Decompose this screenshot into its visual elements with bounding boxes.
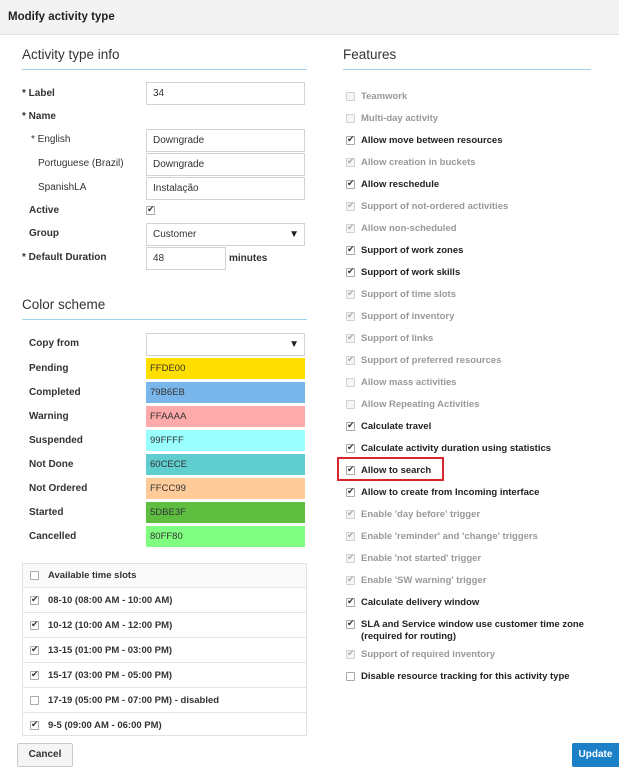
- feature-label: Calculate activity duration using statistics: [361, 443, 552, 454]
- label-field-label: * Label: [22, 88, 55, 99]
- label-input[interactable]: 34: [146, 82, 305, 105]
- time-slot-row: [23, 638, 306, 663]
- time-slot-checkbox[interactable]: [30, 696, 39, 705]
- group-label: Group: [29, 228, 59, 239]
- english-label: * English: [31, 134, 71, 145]
- feature-label: SLA and Service window use customer time zone: [361, 619, 584, 630]
- feature-checkbox[interactable]: [346, 114, 355, 123]
- feature-checkbox[interactable]: [346, 378, 355, 387]
- color-swatch-input[interactable]: 80FF80: [146, 526, 305, 547]
- group-select-value: Customer: [153, 229, 197, 240]
- feature-checkbox[interactable]: [346, 532, 355, 541]
- dialog-title: Modify activity type: [8, 11, 115, 23]
- time-slot-row: [23, 663, 306, 688]
- color-swatch-input[interactable]: FFAAAA: [146, 406, 305, 427]
- feature-checkbox[interactable]: [346, 290, 355, 299]
- feature-checkbox[interactable]: [346, 650, 355, 659]
- time-slot-label: 9-5 (09:00 AM - 06:00 PM): [48, 720, 162, 731]
- feature-checkbox[interactable]: [346, 202, 355, 211]
- english-name-input[interactable]: Downgrade: [146, 129, 305, 152]
- time-slot-row: [23, 588, 306, 613]
- color-swatch-input[interactable]: FFDE00: [146, 358, 305, 379]
- time-slots-header: [23, 564, 306, 588]
- feature-label: Teamwork: [361, 91, 408, 102]
- default-duration-input[interactable]: 48: [146, 247, 226, 270]
- features-heading: Features: [343, 47, 397, 62]
- feature-checkbox[interactable]: [346, 576, 355, 585]
- portuguese-name-input[interactable]: Downgrade: [146, 153, 305, 176]
- feature-label: Enable 'SW warning' trigger: [361, 575, 487, 586]
- feature-label: Support of required inventory: [361, 649, 496, 660]
- feature-label: Allow non-scheduled: [361, 223, 457, 234]
- color-scheme-heading: Color scheme: [22, 297, 106, 312]
- time-slot-checkbox[interactable]: [30, 721, 39, 730]
- feature-label: Allow Repeating Activities: [361, 399, 480, 410]
- feature-label-note: (required for routing): [361, 631, 456, 642]
- time-slot-label: 17-19 (05:00 PM - 07:00 PM) - disabled: [48, 695, 220, 706]
- feature-label: Support of preferred resources: [361, 355, 502, 366]
- feature-checkbox[interactable]: [346, 246, 355, 255]
- feature-checkbox[interactable]: [346, 312, 355, 321]
- feature-checkbox[interactable]: [346, 224, 355, 233]
- feature-label: Calculate travel: [361, 421, 432, 432]
- feature-checkbox[interactable]: [346, 510, 355, 519]
- allow-to-search-highlight: [337, 457, 444, 481]
- name-field-label: * Name: [22, 111, 56, 122]
- feature-label: Allow mass activities: [361, 377, 457, 388]
- feature-label: Support of links: [361, 333, 434, 344]
- active-label: Active: [29, 205, 60, 216]
- spanish-label: SpanishLA: [38, 182, 87, 193]
- chevron-down-icon: ▼: [289, 229, 299, 240]
- feature-label: Allow move between resources: [361, 135, 503, 146]
- color-label: Pending: [29, 363, 69, 374]
- feature-checkbox[interactable]: [346, 268, 355, 277]
- time-slot-row: [23, 688, 306, 713]
- color-swatch-input[interactable]: 60CECE: [146, 454, 305, 475]
- feature-checkbox[interactable]: [346, 92, 355, 101]
- duration-unit-label: minutes: [229, 253, 268, 264]
- feature-label: Allow reschedule: [361, 179, 440, 190]
- color-label: Cancelled: [29, 531, 77, 542]
- color-label: Completed: [29, 387, 81, 398]
- copy-from-label: Copy from: [29, 338, 79, 349]
- group-select[interactable]: [146, 223, 305, 246]
- color-swatch-input[interactable]: 5DBE3F: [146, 502, 305, 523]
- time-slot-label: 10-12 (10:00 AM - 12:00 PM): [48, 620, 173, 631]
- update-button[interactable]: Update: [572, 743, 619, 767]
- feature-checkbox[interactable]: [346, 158, 355, 167]
- feature-checkbox[interactable]: [346, 400, 355, 409]
- activity-info-divider: [22, 69, 307, 70]
- feature-label: Allow to search: [361, 465, 432, 476]
- color-label: Warning: [29, 411, 69, 422]
- color-swatch-input[interactable]: FFCC99: [146, 478, 305, 499]
- feature-checkbox[interactable]: [346, 620, 355, 629]
- cancel-button[interactable]: Cancel: [17, 743, 73, 767]
- portuguese-label: Portuguese (Brazil): [38, 158, 124, 169]
- feature-checkbox[interactable]: [346, 136, 355, 145]
- time-slot-checkbox[interactable]: [30, 596, 39, 605]
- chevron-down-icon: ▼: [289, 339, 299, 350]
- color-label: Started: [29, 507, 64, 518]
- feature-label: Enable 'not started' trigger: [361, 553, 482, 564]
- feature-label: Allow to create from Incoming interface: [361, 487, 540, 498]
- feature-checkbox[interactable]: [346, 334, 355, 343]
- time-slot-label: 15-17 (03:00 PM - 05:00 PM): [48, 670, 173, 681]
- feature-label: Support of inventory: [361, 311, 455, 322]
- feature-checkbox[interactable]: [346, 180, 355, 189]
- feature-label: Support of time slots: [361, 289, 456, 300]
- color-label: Not Done: [29, 459, 74, 470]
- feature-label: Calculate delivery window: [361, 597, 480, 608]
- copy-from-select[interactable]: [146, 333, 305, 356]
- feature-checkbox[interactable]: [346, 444, 355, 453]
- feature-checkbox[interactable]: [346, 672, 355, 681]
- feature-checkbox[interactable]: [346, 598, 355, 607]
- time-slot-checkbox[interactable]: [30, 671, 39, 680]
- feature-checkbox[interactable]: [346, 488, 355, 497]
- feature-label: Enable 'day before' trigger: [361, 509, 481, 520]
- time-slot-row: [23, 713, 306, 736]
- features-divider: [343, 69, 591, 70]
- time-slot-row: [23, 613, 306, 638]
- color-label: Suspended: [29, 435, 83, 446]
- feature-checkbox[interactable]: [346, 356, 355, 365]
- time-slot-checkbox[interactable]: [30, 621, 39, 630]
- time-slot-checkbox[interactable]: [30, 646, 39, 655]
- feature-checkbox[interactable]: [346, 554, 355, 563]
- feature-label: Support of work zones: [361, 245, 464, 256]
- color-label: Not Ordered: [29, 483, 88, 494]
- color-swatch-input[interactable]: 99FFFF: [146, 430, 305, 451]
- time-slot-label: 08-10 (08:00 AM - 10:00 AM): [48, 595, 173, 606]
- activity-info-heading: Activity type info: [22, 47, 120, 62]
- dialog-titlebar: [0, 0, 619, 35]
- select-all-slots-checkbox[interactable]: [30, 571, 39, 580]
- default-duration-label: * Default Duration: [22, 252, 107, 263]
- active-checkbox[interactable]: [146, 206, 155, 215]
- feature-label: Multi-day activity: [361, 113, 439, 124]
- color-scheme-divider: [22, 319, 307, 320]
- feature-label: Allow creation in buckets: [361, 157, 476, 168]
- time-slots-header-label: Available time slots: [48, 570, 137, 581]
- color-swatch-input[interactable]: 79B6EB: [146, 382, 305, 403]
- feature-label: Disable resource tracking for this activity type: [361, 671, 570, 682]
- spanish-name-input[interactable]: Instalação: [146, 177, 305, 200]
- time-slots-table: [22, 563, 307, 736]
- feature-checkbox[interactable]: [346, 422, 355, 431]
- time-slot-label: 13-15 (01:00 PM - 03:00 PM): [48, 645, 173, 656]
- feature-label: Support of not-ordered activities: [361, 201, 509, 212]
- feature-label: Enable 'reminder' and 'change' triggers: [361, 531, 538, 542]
- feature-label: Support of work skills: [361, 267, 461, 278]
